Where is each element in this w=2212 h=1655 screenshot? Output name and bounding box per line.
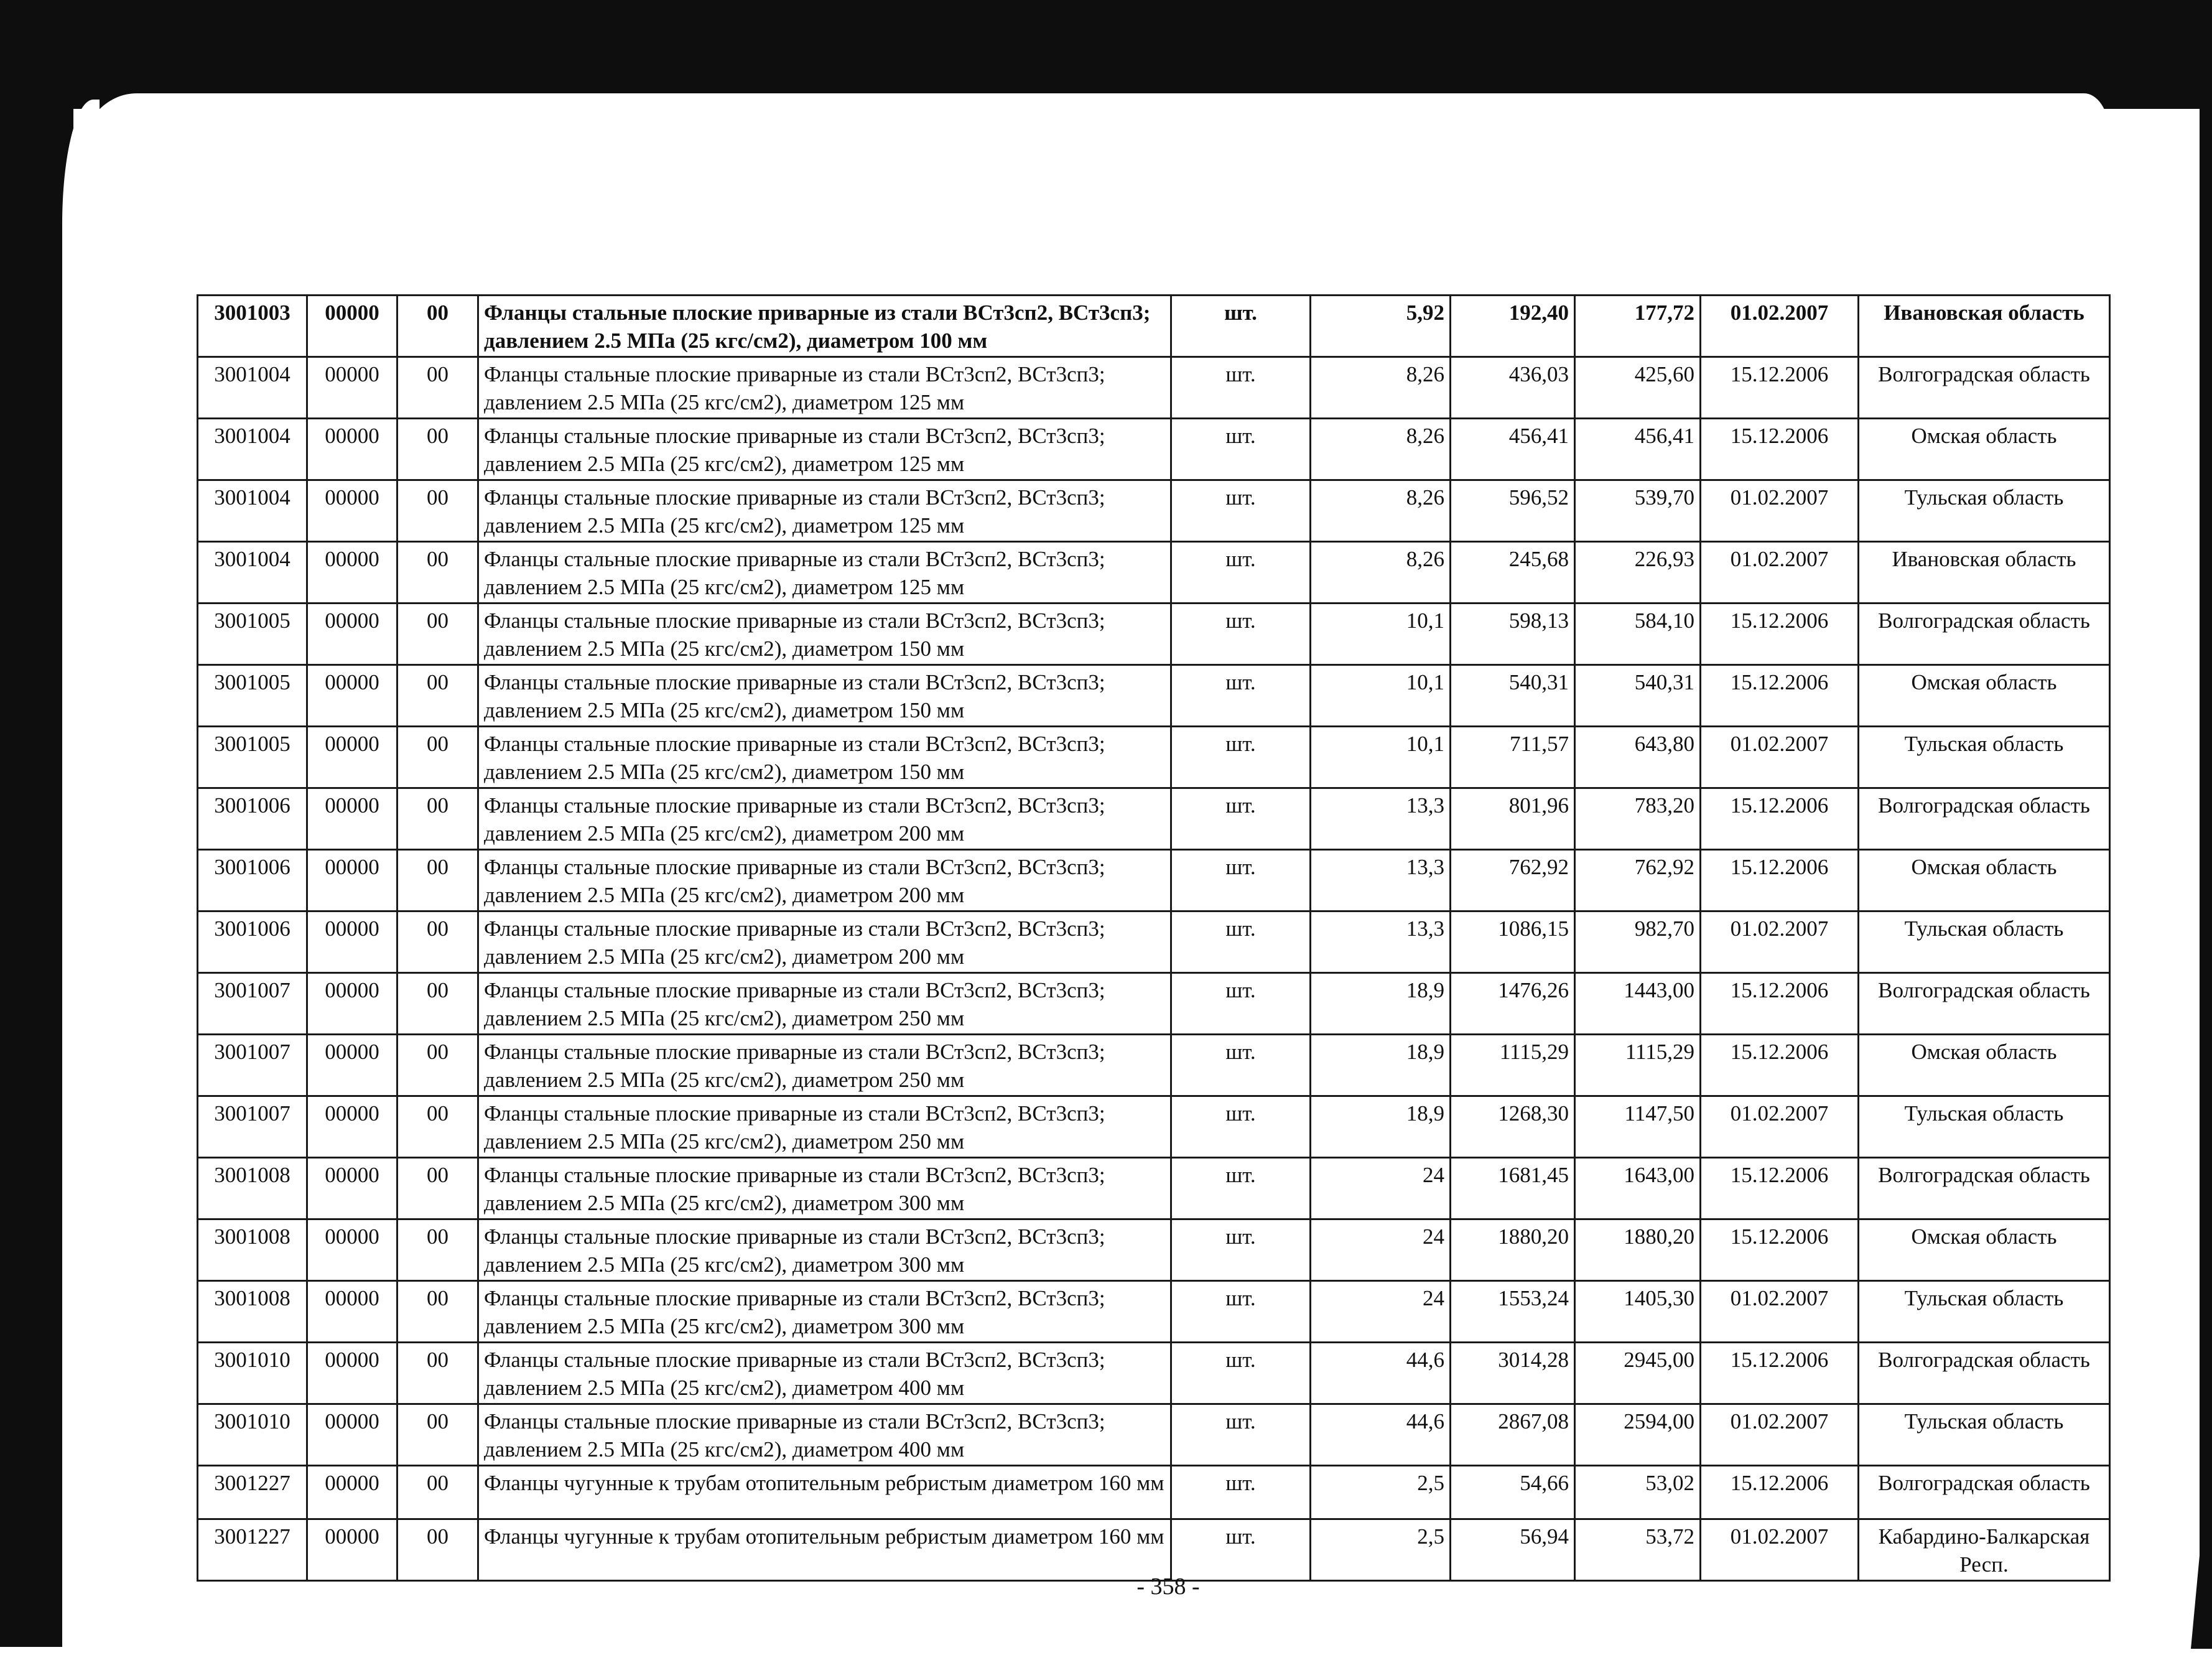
table-row	[198, 1466, 2110, 1519]
cell-zero-code: 00	[397, 1404, 478, 1466]
cell-zero-code: 00	[397, 1219, 478, 1281]
cell-price-with-vat: 3014,28	[1451, 1343, 1575, 1404]
cell-date: 15.12.2006	[1701, 1219, 1859, 1281]
cell-zero-code: 00	[397, 1281, 478, 1343]
cell-unit: шт.	[1171, 665, 1311, 727]
cell-price-with-vat: 245,68	[1451, 542, 1575, 604]
cell-region: Омская область	[1859, 850, 2110, 911]
cell-code: 3001227	[198, 1519, 307, 1581]
cell-subcode: 00000	[307, 1158, 397, 1219]
cell-zero-code: 00	[397, 296, 478, 357]
cell-zero-code: 00	[397, 1343, 478, 1404]
cell-date: 01.02.2007	[1701, 480, 1859, 542]
cell-price-with-vat: 2867,08	[1451, 1404, 1575, 1466]
cell-subcode: 00000	[307, 1404, 397, 1466]
cell-name: Фланцы стальные плоские приварные из стали ВСт3сп2, ВСт3сп3; давлением 2.5 МПа (25 кгс/см2), диаметром 200 мм	[478, 788, 1171, 850]
price-table-body	[198, 296, 2110, 1581]
cell-code: 3001004	[198, 419, 307, 480]
cell-zero-code: 00	[397, 419, 478, 480]
scan-border-right-corner	[2191, 1555, 2200, 1649]
cell-name: Фланцы стальные плоские приварные из стали ВСт3сп2, ВСт3сп3; давлением 2.5 МПа (25 кгс/см2), диаметром 125 мм	[478, 419, 1171, 480]
page-edge-curve	[81, 93, 2109, 168]
cell-weight: 13,3	[1311, 788, 1451, 850]
cell-name: Фланцы стальные плоские приварные из стали ВСт3сп2, ВСт3сп3; давлением 2.5 МПа (25 кгс/см2), диаметром 200 мм	[478, 850, 1171, 911]
cell-zero-code: 00	[397, 1158, 478, 1219]
cell-code: 3001010	[198, 1404, 307, 1466]
cell-unit: шт.	[1171, 480, 1311, 542]
cell-subcode: 00000	[307, 419, 397, 480]
page-edge-curve-left	[62, 100, 100, 1655]
cell-region: Волгоградская область	[1859, 1343, 2110, 1404]
cell-weight: 24	[1311, 1281, 1451, 1343]
cell-zero-code: 00	[397, 480, 478, 542]
cell-code: 3001007	[198, 973, 307, 1035]
cell-code: 3001008	[198, 1219, 307, 1281]
cell-name: Фланцы стальные плоские приварные из стали ВСт3сп2, ВСт3сп3; давлением 2.5 МПа (25 кгс/см2), диаметром 150 мм	[478, 604, 1171, 665]
cell-name: Фланцы стальные плоские приварные из стали ВСт3сп2, ВСт3сп3; давлением 2.5 МПа (25 кгс/см2), диаметром 250 мм	[478, 1096, 1171, 1158]
cell-code: 3001010	[198, 1343, 307, 1404]
cell-code: 3001006	[198, 850, 307, 911]
cell-date: 15.12.2006	[1701, 1343, 1859, 1404]
cell-code: 3001006	[198, 788, 307, 850]
table-row	[198, 1035, 2110, 1096]
cell-zero-code: 00	[397, 1035, 478, 1096]
cell-date: 01.02.2007	[1701, 296, 1859, 357]
cell-code: 3001008	[198, 1158, 307, 1219]
table-row	[198, 1281, 2110, 1343]
cell-price-with-vat: 801,96	[1451, 788, 1575, 850]
cell-weight: 10,1	[1311, 665, 1451, 727]
cell-region: Тульская область	[1859, 727, 2110, 788]
cell-region: Омская область	[1859, 1035, 2110, 1096]
cell-price-with-vat: 762,92	[1451, 850, 1575, 911]
cell-unit: шт.	[1171, 1519, 1311, 1581]
cell-region: Волгоградская область	[1859, 357, 2110, 419]
cell-price-with-vat: 436,03	[1451, 357, 1575, 419]
table-row	[198, 973, 2110, 1035]
cell-subcode: 00000	[307, 604, 397, 665]
cell-name: Фланцы стальные плоские приварные из стали ВСт3сп2, ВСт3сп3; давлением 2.5 МПа (25 кгс/см2), диаметром 250 мм	[478, 1035, 1171, 1096]
cell-unit: шт.	[1171, 1281, 1311, 1343]
cell-date: 15.12.2006	[1701, 1158, 1859, 1219]
cell-subcode: 00000	[307, 480, 397, 542]
cell-weight: 2,5	[1311, 1466, 1451, 1519]
cell-region: Омская область	[1859, 1219, 2110, 1281]
cell-subcode: 00000	[307, 788, 397, 850]
table-row	[198, 296, 2110, 357]
cell-region: Волгоградская область	[1859, 604, 2110, 665]
cell-subcode: 00000	[307, 727, 397, 788]
cell-subcode: 00000	[307, 973, 397, 1035]
cell-price: 783,20	[1575, 788, 1701, 850]
table-row	[198, 419, 2110, 480]
cell-date: 01.02.2007	[1701, 727, 1859, 788]
cell-name: Фланцы стальные плоские приварные из стали ВСт3сп2, ВСт3сп3; давлением 2.5 МПа (25 кгс/см2), диаметром 400 мм	[478, 1404, 1171, 1466]
cell-zero-code: 00	[397, 357, 478, 419]
cell-zero-code: 00	[397, 604, 478, 665]
cell-price-with-vat: 596,52	[1451, 480, 1575, 542]
cell-region: Тульская область	[1859, 1096, 2110, 1158]
cell-zero-code: 00	[397, 665, 478, 727]
cell-zero-code: 00	[397, 788, 478, 850]
cell-weight: 18,9	[1311, 1035, 1451, 1096]
cell-subcode: 00000	[307, 357, 397, 419]
cell-region: Тульская область	[1859, 1281, 2110, 1343]
cell-weight: 13,3	[1311, 850, 1451, 911]
cell-price: 539,70	[1575, 480, 1701, 542]
cell-price-with-vat: 1681,45	[1451, 1158, 1575, 1219]
cell-code: 3001008	[198, 1281, 307, 1343]
cell-subcode: 00000	[307, 1096, 397, 1158]
cell-price: 53,72	[1575, 1519, 1701, 1581]
cell-region: Ивановская область	[1859, 296, 2110, 357]
cell-zero-code: 00	[397, 911, 478, 973]
cell-unit: шт.	[1171, 1035, 1311, 1096]
table-row	[198, 1096, 2110, 1158]
cell-weight: 24	[1311, 1158, 1451, 1219]
table-row	[198, 604, 2110, 665]
table-row	[198, 911, 2110, 973]
cell-zero-code: 00	[397, 542, 478, 604]
cell-subcode: 00000	[307, 1519, 397, 1581]
cell-weight: 18,9	[1311, 973, 1451, 1035]
cell-date: 15.12.2006	[1701, 419, 1859, 480]
table-row	[198, 480, 2110, 542]
cell-price: 2945,00	[1575, 1343, 1701, 1404]
cell-name: Фланцы стальные плоские приварные из стали ВСт3сп2, ВСт3сп3; давлением 2.5 МПа (25 кгс/см2), диаметром 200 мм	[478, 911, 1171, 973]
cell-price-with-vat: 598,13	[1451, 604, 1575, 665]
cell-code: 3001004	[198, 480, 307, 542]
cell-name: Фланцы стальные плоские приварные из стали ВСт3сп2, ВСт3сп3; давлением 2.5 МПа (25 кгс/см2), диаметром 100 мм	[478, 296, 1171, 357]
cell-code: 3001003	[198, 296, 307, 357]
cell-subcode: 00000	[307, 1035, 397, 1096]
cell-code: 3001006	[198, 911, 307, 973]
cell-weight: 8,26	[1311, 357, 1451, 419]
table-row	[198, 542, 2110, 604]
cell-region: Ивановская область	[1859, 542, 2110, 604]
cell-price: 643,80	[1575, 727, 1701, 788]
cell-weight: 8,26	[1311, 419, 1451, 480]
cell-code: 3001005	[198, 665, 307, 727]
cell-price: 2594,00	[1575, 1404, 1701, 1466]
cell-date: 15.12.2006	[1701, 357, 1859, 419]
cell-zero-code: 00	[397, 1466, 478, 1519]
table-row	[198, 1404, 2110, 1466]
cell-date: 01.02.2007	[1701, 1404, 1859, 1466]
cell-price-with-vat: 540,31	[1451, 665, 1575, 727]
cell-subcode: 00000	[307, 296, 397, 357]
table-row	[198, 357, 2110, 419]
cell-region: Тульская область	[1859, 480, 2110, 542]
cell-region: Волгоградская область	[1859, 1466, 2110, 1519]
cell-date: 01.02.2007	[1701, 911, 1859, 973]
cell-subcode: 00000	[307, 911, 397, 973]
cell-date: 01.02.2007	[1701, 1519, 1859, 1581]
cell-price: 982,70	[1575, 911, 1701, 973]
table-row	[198, 1519, 2110, 1581]
cell-unit: шт.	[1171, 1466, 1311, 1519]
cell-price-with-vat: 1086,15	[1451, 911, 1575, 973]
cell-region: Кабардино-Балкарская Респ.	[1859, 1519, 2110, 1581]
cell-zero-code: 00	[397, 850, 478, 911]
table-row	[198, 788, 2110, 850]
cell-subcode: 00000	[307, 542, 397, 604]
cell-zero-code: 00	[397, 973, 478, 1035]
cell-name: Фланцы стальные плоские приварные из стали ВСт3сп2, ВСт3сп3; давлением 2.5 МПа (25 кгс/см2), диаметром 125 мм	[478, 542, 1171, 604]
cell-price: 226,93	[1575, 542, 1701, 604]
cell-price-with-vat: 1553,24	[1451, 1281, 1575, 1343]
cell-name: Фланцы стальные плоские приварные из стали ВСт3сп2, ВСт3сп3; давлением 2.5 МПа (25 кгс/см2), диаметром 300 мм	[478, 1158, 1171, 1219]
cell-unit: шт.	[1171, 1404, 1311, 1466]
cell-unit: шт.	[1171, 973, 1311, 1035]
cell-unit: шт.	[1171, 850, 1311, 911]
cell-region: Тульская область	[1859, 911, 2110, 973]
cell-subcode: 00000	[307, 1466, 397, 1519]
cell-zero-code: 00	[397, 1519, 478, 1581]
cell-name: Фланцы чугунные к трубам отопительным ребристым диаметром 160 мм	[478, 1466, 1171, 1519]
cell-unit: шт.	[1171, 727, 1311, 788]
cell-code: 3001007	[198, 1035, 307, 1096]
cell-weight: 2,5	[1311, 1519, 1451, 1581]
cell-name: Фланцы чугунные к трубам отопительным ребристым диаметром 160 мм	[478, 1519, 1171, 1581]
cell-subcode: 00000	[307, 665, 397, 727]
cell-region: Волгоградская область	[1859, 973, 2110, 1035]
cell-name: Фланцы стальные плоские приварные из стали ВСт3сп2, ВСт3сп3; давлением 2.5 МПа (25 кгс/см2), диаметром 125 мм	[478, 357, 1171, 419]
cell-code: 3001004	[198, 542, 307, 604]
cell-subcode: 00000	[307, 1281, 397, 1343]
cell-price-with-vat: 54,66	[1451, 1466, 1575, 1519]
cell-price: 1880,20	[1575, 1219, 1701, 1281]
cell-code: 3001007	[198, 1096, 307, 1158]
cell-unit: шт.	[1171, 419, 1311, 480]
table-row	[198, 1343, 2110, 1404]
table-row	[198, 1158, 2110, 1219]
cell-price-with-vat: 1476,26	[1451, 973, 1575, 1035]
table-row	[198, 850, 2110, 911]
cell-date: 15.12.2006	[1701, 973, 1859, 1035]
cell-unit: шт.	[1171, 1343, 1311, 1404]
cell-name: Фланцы стальные плоские приварные из стали ВСт3сп2, ВСт3сп3; давлением 2.5 МПа (25 кгс/см2), диаметром 300 мм	[478, 1219, 1171, 1281]
cell-price-with-vat: 56,94	[1451, 1519, 1575, 1581]
cell-weight: 13,3	[1311, 911, 1451, 973]
cell-unit: шт.	[1171, 1096, 1311, 1158]
cell-date: 15.12.2006	[1701, 604, 1859, 665]
cell-name: Фланцы стальные плоские приварные из стали ВСт3сп2, ВСт3сп3; давлением 2.5 МПа (25 кгс/см2), диаметром 150 мм	[478, 665, 1171, 727]
cell-weight: 5,92	[1311, 296, 1451, 357]
cell-price: 1405,30	[1575, 1281, 1701, 1343]
cell-price-with-vat: 1880,20	[1451, 1219, 1575, 1281]
cell-price: 425,60	[1575, 357, 1701, 419]
cell-price-with-vat: 192,40	[1451, 296, 1575, 357]
cell-unit: шт.	[1171, 296, 1311, 357]
cell-price: 762,92	[1575, 850, 1701, 911]
cell-weight: 10,1	[1311, 727, 1451, 788]
cell-unit: шт.	[1171, 1158, 1311, 1219]
cell-region: Тульская область	[1859, 1404, 2110, 1466]
cell-unit: шт.	[1171, 604, 1311, 665]
cell-name: Фланцы стальные плоские приварные из стали ВСт3сп2, ВСт3сп3; давлением 2.5 МПа (25 кгс/см2), диаметром 250 мм	[478, 973, 1171, 1035]
cell-weight: 8,26	[1311, 542, 1451, 604]
cell-weight: 44,6	[1311, 1343, 1451, 1404]
cell-price: 584,10	[1575, 604, 1701, 665]
cell-name: Фланцы стальные плоские приварные из стали ВСт3сп2, ВСт3сп3; давлением 2.5 МПа (25 кгс/см2), диаметром 400 мм	[478, 1343, 1171, 1404]
cell-date: 15.12.2006	[1701, 788, 1859, 850]
cell-date: 15.12.2006	[1701, 1466, 1859, 1519]
cell-code: 3001004	[198, 357, 307, 419]
scan-border-top	[0, 0, 2212, 109]
cell-region: Омская область	[1859, 419, 2110, 480]
cell-unit: шт.	[1171, 788, 1311, 850]
cell-price-with-vat: 711,57	[1451, 727, 1575, 788]
cell-unit: шт.	[1171, 1219, 1311, 1281]
cell-date: 01.02.2007	[1701, 1281, 1859, 1343]
table-row	[198, 1219, 2110, 1281]
cell-code: 3001005	[198, 604, 307, 665]
cell-date: 15.12.2006	[1701, 665, 1859, 727]
cell-name: Фланцы стальные плоские приварные из стали ВСт3сп2, ВСт3сп3; давлением 2.5 МПа (25 кгс/см2), диаметром 125 мм	[478, 480, 1171, 542]
cell-price: 1443,00	[1575, 973, 1701, 1035]
cell-name: Фланцы стальные плоские приварные из стали ВСт3сп2, ВСт3сп3; давлением 2.5 МПа (25 кгс/см2), диаметром 300 мм	[478, 1281, 1171, 1343]
cell-unit: шт.	[1171, 911, 1311, 973]
cell-date: 01.02.2007	[1701, 1096, 1859, 1158]
cell-weight: 18,9	[1311, 1096, 1451, 1158]
cell-price-with-vat: 1115,29	[1451, 1035, 1575, 1096]
cell-region: Волгоградская область	[1859, 1158, 2110, 1219]
price-table	[197, 294, 2111, 1582]
cell-date: 15.12.2006	[1701, 1035, 1859, 1096]
scan-border-right	[2200, 93, 2212, 1649]
table-row	[198, 665, 2110, 727]
cell-region: Волгоградская область	[1859, 788, 2110, 850]
cell-name: Фланцы стальные плоские приварные из стали ВСт3сп2, ВСт3сп3; давлением 2.5 МПа (25 кгс/см2), диаметром 150 мм	[478, 727, 1171, 788]
cell-zero-code: 00	[397, 727, 478, 788]
cell-price: 53,02	[1575, 1466, 1701, 1519]
cell-price-with-vat: 456,41	[1451, 419, 1575, 480]
cell-price: 177,72	[1575, 296, 1701, 357]
cell-date: 15.12.2006	[1701, 850, 1859, 911]
cell-price: 1115,29	[1575, 1035, 1701, 1096]
cell-price: 456,41	[1575, 419, 1701, 480]
table-row	[198, 727, 2110, 788]
page-number: - 358 -	[1136, 1573, 1200, 1600]
cell-price-with-vat: 1268,30	[1451, 1096, 1575, 1158]
cell-unit: шт.	[1171, 542, 1311, 604]
cell-weight: 8,26	[1311, 480, 1451, 542]
cell-zero-code: 00	[397, 1096, 478, 1158]
cell-subcode: 00000	[307, 850, 397, 911]
cell-region: Омская область	[1859, 665, 2110, 727]
cell-code: 3001005	[198, 727, 307, 788]
cell-weight: 10,1	[1311, 604, 1451, 665]
cell-code: 3001227	[198, 1466, 307, 1519]
cell-weight: 24	[1311, 1219, 1451, 1281]
cell-unit: шт.	[1171, 357, 1311, 419]
cell-date: 01.02.2007	[1701, 542, 1859, 604]
cell-subcode: 00000	[307, 1219, 397, 1281]
cell-weight: 44,6	[1311, 1404, 1451, 1466]
cell-price: 1643,00	[1575, 1158, 1701, 1219]
cell-subcode: 00000	[307, 1343, 397, 1404]
cell-price: 540,31	[1575, 665, 1701, 727]
cell-price: 1147,50	[1575, 1096, 1701, 1158]
